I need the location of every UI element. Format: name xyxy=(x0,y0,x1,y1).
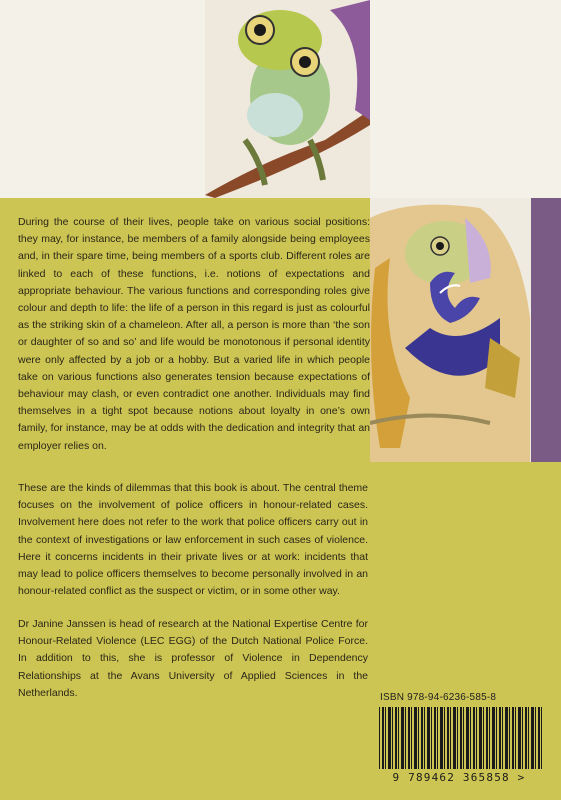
author-paragraph: Dr Janine Janssen is head of research at the National Expertise Centre for Honour-Related Violence (LEC EGG) of the Dutch National Police Force. In addition to this, she is professor of Violence in Dependency Relationships at the Avans University of Applied Sciences in the Netherlands. xyxy=(18,618,368,699)
intro-paragraph: During the course of their lives, people take on various social positions: they may, for instance, be members of a family alongside being employees and, in their spare time, being members of a sports club. Different roles are linked to each of these functions, i.e. notions of expectations and appropriate behaviour. The various functions and corresponding roles give colour and depth to life: the life of a person in this regard is just as colourful as the striking skin of a chameleon. After all, a person is more than ‘the son or daughter of so and so’ and life would be monotonous if personal identity were only affected by a job or a hobby. But a varied life in which people take on various functions also generates tension because expectations of behaviour may clash, or even contradict one another. Individuals may find themselves in a tight spot because notions about loyalty in one’s own family, for instance, may be at odds with the dedication and integrity that an employer relies on. xyxy=(18,216,370,452)
barcode xyxy=(367,707,551,791)
chameleon-badge-illustration xyxy=(370,198,561,462)
barcode-digits: 9 789462 365858 > xyxy=(392,771,526,784)
barcode-icon xyxy=(379,707,543,769)
isbn-label: ISBN 978-94-6236-585-8 xyxy=(380,692,497,703)
theme-paragraph: These are the kinds of dilemmas that this book is about. The central theme focuses on the involvement of police officers in honour-related cases. Involvement here does not refer to the work that police officers carry out in the context of investigations or law enforcement in such cases of violence. Here it concerns incidents in their private lives or at work: incidents that may lead to police officers themselves to become personally involved in an honour-related conflict as the suspect or victim, or in some other way. xyxy=(18,482,368,598)
chameleon-icon xyxy=(205,0,370,198)
chameleon-illustration-top xyxy=(205,0,370,198)
purple-side-stripe xyxy=(531,198,561,462)
